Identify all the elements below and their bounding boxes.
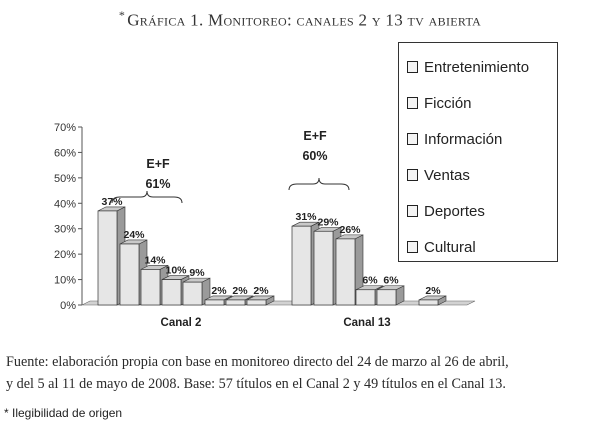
bar-canal-13: [314, 231, 333, 305]
data-label: 2%: [425, 284, 441, 297]
group-brace: [289, 178, 349, 190]
y-tick-label: 60%: [53, 147, 76, 160]
data-label: 6%: [383, 274, 399, 287]
data-label: 10%: [165, 264, 187, 277]
bar-canal-13: [419, 300, 438, 305]
data-label: 14%: [144, 254, 166, 267]
legend-swatch: [407, 97, 418, 109]
legend-item: [407, 59, 529, 76]
data-label: 29%: [317, 216, 339, 229]
bar-canal-2: [247, 300, 266, 305]
x-category-label: Canal 2: [160, 317, 202, 329]
group-annotation-label: E+F: [303, 129, 327, 143]
bar-canal-2: [141, 269, 160, 305]
legend-item: [407, 167, 470, 184]
bar-canal-13: [377, 290, 396, 305]
legend-label: Información: [424, 131, 503, 148]
data-label: 26%: [339, 223, 361, 236]
bar-canal-13: [292, 226, 311, 305]
legend-swatch: [407, 241, 418, 253]
data-label: 31%: [295, 211, 317, 224]
bar-canal-13: [336, 239, 355, 305]
legend-label: Entretenimiento: [424, 59, 530, 76]
y-tick-label: 50%: [53, 172, 76, 185]
legend-item: [407, 131, 502, 148]
legend-label: Ficción: [424, 95, 472, 112]
legend-label: Cultural: [424, 239, 476, 256]
legend-item: [407, 95, 472, 112]
bar-canal-2: [183, 282, 202, 305]
data-label: 6%: [362, 274, 378, 287]
footnote: * Ilegibilidad de origen: [4, 406, 123, 420]
bar-canal-13: [356, 290, 375, 305]
data-label: 2%: [232, 284, 248, 297]
data-label: 2%: [253, 284, 269, 297]
y-tick-label: 70%: [53, 122, 76, 134]
group-annotation-label: E+F: [146, 157, 170, 171]
legend-swatch: [407, 205, 418, 217]
x-category-label: Canal 13: [343, 317, 391, 329]
y-tick-label: 40%: [53, 198, 76, 211]
bar-canal-2: [120, 244, 139, 305]
legend-item: [407, 203, 485, 220]
legend-swatch: [407, 61, 418, 73]
legend: [398, 42, 558, 262]
group-annotation-value: 61%: [145, 177, 171, 191]
y-tick-label: 10%: [53, 274, 76, 287]
data-label: 2%: [211, 284, 227, 297]
y-tick-label: 30%: [53, 223, 76, 236]
data-label: 37%: [101, 195, 123, 208]
legend-swatch: [407, 169, 418, 181]
source-line-1: Fuente: elaboración propia con base en monitoreo directo del 24 de marzo al 26 de abril,: [6, 354, 509, 370]
group-annotation-value: 60%: [302, 149, 328, 163]
title-asterisk: *: [118, 8, 126, 22]
data-label: 24%: [123, 228, 145, 241]
bar-canal-2: [226, 300, 245, 305]
y-tick-label: 0%: [60, 300, 76, 312]
bar-canal-2: [162, 280, 181, 305]
legend-label: Ventas: [424, 167, 470, 184]
legend-swatch: [407, 133, 418, 145]
source-line-2: y del 5 al 11 de mayo de 2008. Base: 57 títulos en el Canal 2 y 49 títulos en el Canal 13.: [6, 376, 506, 392]
y-tick-label: 20%: [53, 249, 76, 262]
bar-canal-2: [98, 211, 117, 305]
data-label: 9%: [189, 267, 205, 280]
source-note: [6, 351, 598, 395]
legend-item: [407, 239, 476, 256]
legend-label: Deportes: [424, 203, 485, 220]
title-text: Gráfica 1. Monitoreo: canales 2 y 13 tv abierta: [127, 10, 482, 30]
bar-canal-2: [205, 300, 224, 305]
